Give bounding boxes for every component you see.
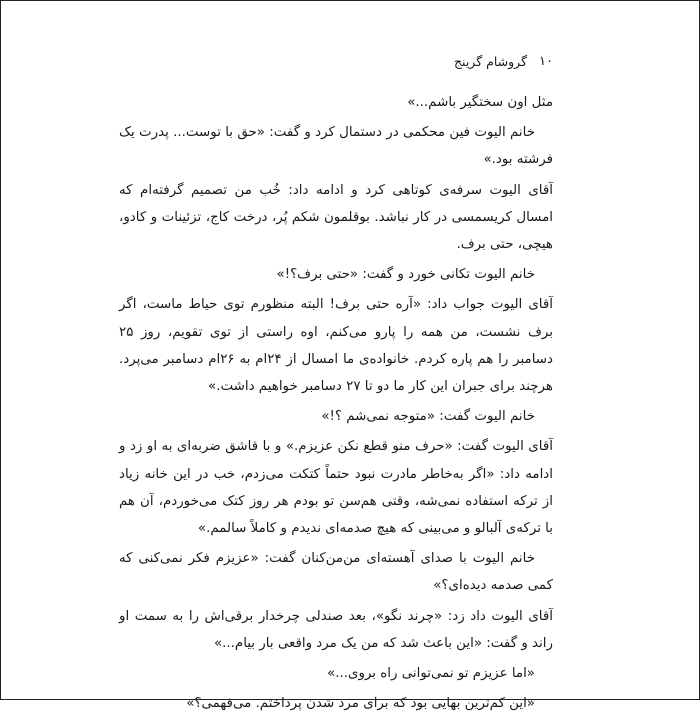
paragraph: آقای الیوت سرفه‌ی کوتاهی کرد و ادامه داد: خُب من تصمیم گرفته‌ام که امسال کریسمسی در کار نباشد. بوقلمون شکم پُر، درخت کاج، تزئینات و کادو، هیچی، حتی برف. (119, 182, 553, 253)
book-title: گروشام گرینج (453, 54, 528, 69)
paragraph: مثل اون سختگیر باشم...» (407, 95, 553, 110)
paragraph: خانم الیوت گفت: «متوجه نمی‌شم ؟!» (321, 409, 535, 425)
book-page (119, 41, 553, 712)
paragraph: آقای الیوت گفت: «حرف منو قطع نکن عزیزم.» و با قاشق ضربه‌ای به او زد و ادامه داد: «اگر به‌خاطر مادرت نبود حتماً کتکت می‌زدم، خب در این خانه زیاد از ترکه استفاده نمی‌شه، وقتی هم‌سن تو بودم هر روز کتک می‌خوردم، آن هم با ترکه‌ی آلبالو و می‌بینی که هیچ صدمه‌ای ندیدم و کاملاً سالمم.» (119, 439, 553, 537)
paragraph: خانم الیوت تکانی خورد و گفت: «حتی برف؟!» (276, 267, 535, 283)
running-header (119, 53, 553, 71)
paragraph: «این کم‌ترین بهایی بود که برای مرد شدن پرداختم. می‌فهمی؟» (186, 696, 535, 712)
paragraph: آقای الیوت جواب داد: «آره حتی برف! البته منظورم توی حیاط ماست، اگر برف نشست، من همه را پارو می‌کنم، اوه راستی از توی تقویم، روز ۲۵ دسامبر را هم پاره کردم. خانواده‌ی ما امسال از ۲۴ام به ۲۶ام دسامبر می‌پرد. هرچند برای جبران این کار ما دو تا ۲۷ دسامبر خواهیم داشت.» (119, 297, 553, 395)
page-number: ۱۰ (539, 54, 553, 69)
body-text (119, 89, 553, 717)
paragraph: خانم الیوت با صدای آهسته‌ای من‌من‌کنان گفت: «عزیزم فکر نمی‌کنی که کمی صدمه دیده‌ای؟» (119, 551, 553, 594)
paragraph: «اما عزیزم تو نمی‌توانی راه بروی...» (327, 666, 535, 682)
paragraph: آقای الیوت داد زد: «چرند نگو»، بعد صندلی چرخدار برقی‌اش را به سمت او راند و گفت: «این باعث شد که من یک مرد واقعی بار بیام...» (119, 608, 553, 651)
paragraph: خانم الیوت فین محکمی در دستمال کرد و گفت: «حق با توست... پدرت یک فرشته بود.» (119, 125, 553, 168)
